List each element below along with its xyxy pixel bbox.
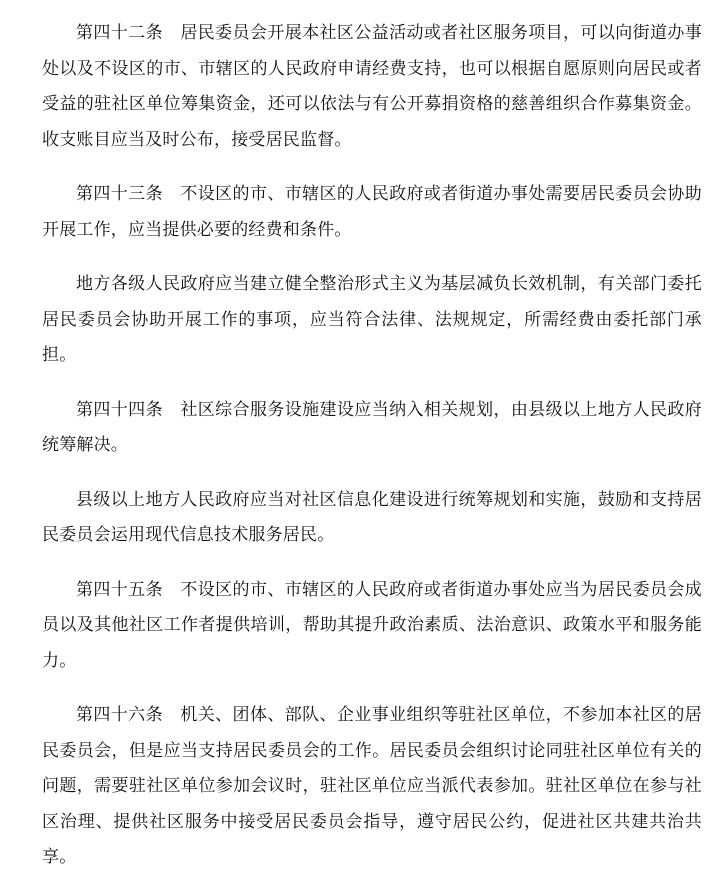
paragraph-article-43-paragraph-2: 地方各级人民政府应当建立健全整治形式主义为基层减负长效机制，有关部门委托居民委员会协助开展工作的事项，应当符合法律、法规规定，所需经费由委托部门承担。 [42, 274, 702, 365]
paragraph-article-44-paragraph-2: 县级以上地方人民政府应当对社区信息化建设进行统筹规划和实施，鼓励和支持居民委员会运用现代信息技术服务居民。 [42, 489, 702, 545]
paragraph-article-45: 第四十五条 不设区的市、市辖区的人民政府或者街道办事处应当为居民委员会成员以及其他社区工作者提供培训，帮助其提升政治素质、法治意识、政策水平和服务能力。 [42, 579, 702, 671]
paragraph-article-42: 第四十二条 居民委员会开展本社区公益活动或者社区服务项目，可以向街道办事处以及不设区的市、市辖区的人民政府申请经费支持，也可以根据自愿原则向居民或者受益的驻社区单位筹集资金，还可以依法与有公开募捐资格的慈善组织合作募集资金。收支账目应当及时公布，接受居民监督。 [42, 23, 702, 150]
paragraph-article-46: 第四十六条 机关、团体、部队、企业事业组织等驻社区单位，不参加本社区的居民委员会，但是应当支持居民委员会的工作。居民委员会组织讨论同驻社区单位有关的问题，需要驻社区单位参加会议时，驻社区单位应当派代表参加。驻社区单位在参与社区治理、提供社区服务中接受居民委员会指导，遵守居民公约，促进社区共建共治共享。 [42, 705, 702, 867]
paragraph-article-43: 第四十三条 不设区的市、市辖区的人民政府或者街道办事处需要居民委员会协助开展工作，应当提供必要的经费和条件。 [42, 184, 702, 240]
paragraph-article-44: 第四十四条 社区综合服务设施建设应当纳入相关规划，由县级以上地方人民政府统筹解决。 [42, 399, 702, 455]
